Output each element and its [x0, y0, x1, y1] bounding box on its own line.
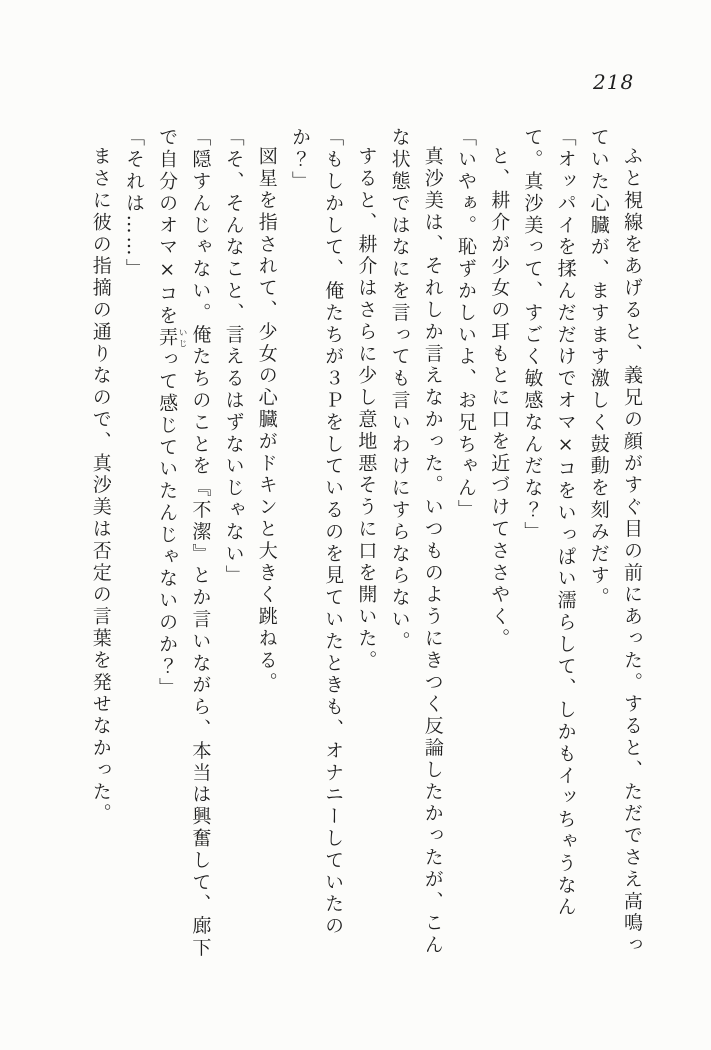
paragraph: すると、耕介はさらに少し意地悪そうに口を開いた。: [355, 146, 378, 672]
paragraph: 図星を指されて、少女の心臓がドキンと大きく跳ねる。: [255, 146, 278, 694]
paragraph: 「隠すんじゃない。俺たちのことを『不潔』とか言いながら、本当は興奮して、廊下で自分のオマ×コを弄 いじって感じていたんじゃないのか？」: [156, 127, 212, 960]
paragraph: ふと視線をあげると、義兄の顔がすぐ目の前にあった。すると、ただでさえ高鳴っていた心臓が、ますます激しく鼓動を刻みだす。: [587, 127, 643, 957]
paragraph: 「それは……」: [122, 127, 145, 281]
paragraph: 「そ、そんなこと、言えるはずないじゃない」: [222, 127, 245, 587]
paragraph: まさに彼の指摘の通りなので、真沙美は否定の言葉を発せなかった。: [89, 146, 112, 825]
paragraph: と、耕介が少女の耳もとに口を近づけてささやく。: [488, 146, 511, 650]
page-number: 218: [593, 70, 635, 94]
paragraph: 「いやぁ。恥ずかしいよ、お兄ちゃん」: [454, 127, 477, 522]
paragraph: 「オッパイを揉んだだけでオマ×コをいっぱい濡らして、しかもイッちゃうなんて。真沙美って、すごく敏感なんだな？」: [521, 127, 577, 919]
vertical-text-block: [82, 127, 648, 961]
furigana-ruby: 弄 いじ: [156, 327, 188, 350]
paragraph: 真沙美は、それしか言えなかった。いつものようにきつく反論したかったが、こんな状態ではなにを言っても言いわけにすらならない。: [388, 127, 444, 957]
paragraph: 「もしかして、俺たちが３Ｐをしているのを見ていたときも、オナニーしていたのか？」: [288, 127, 345, 938]
furigana-reading: いじ: [177, 327, 188, 349]
